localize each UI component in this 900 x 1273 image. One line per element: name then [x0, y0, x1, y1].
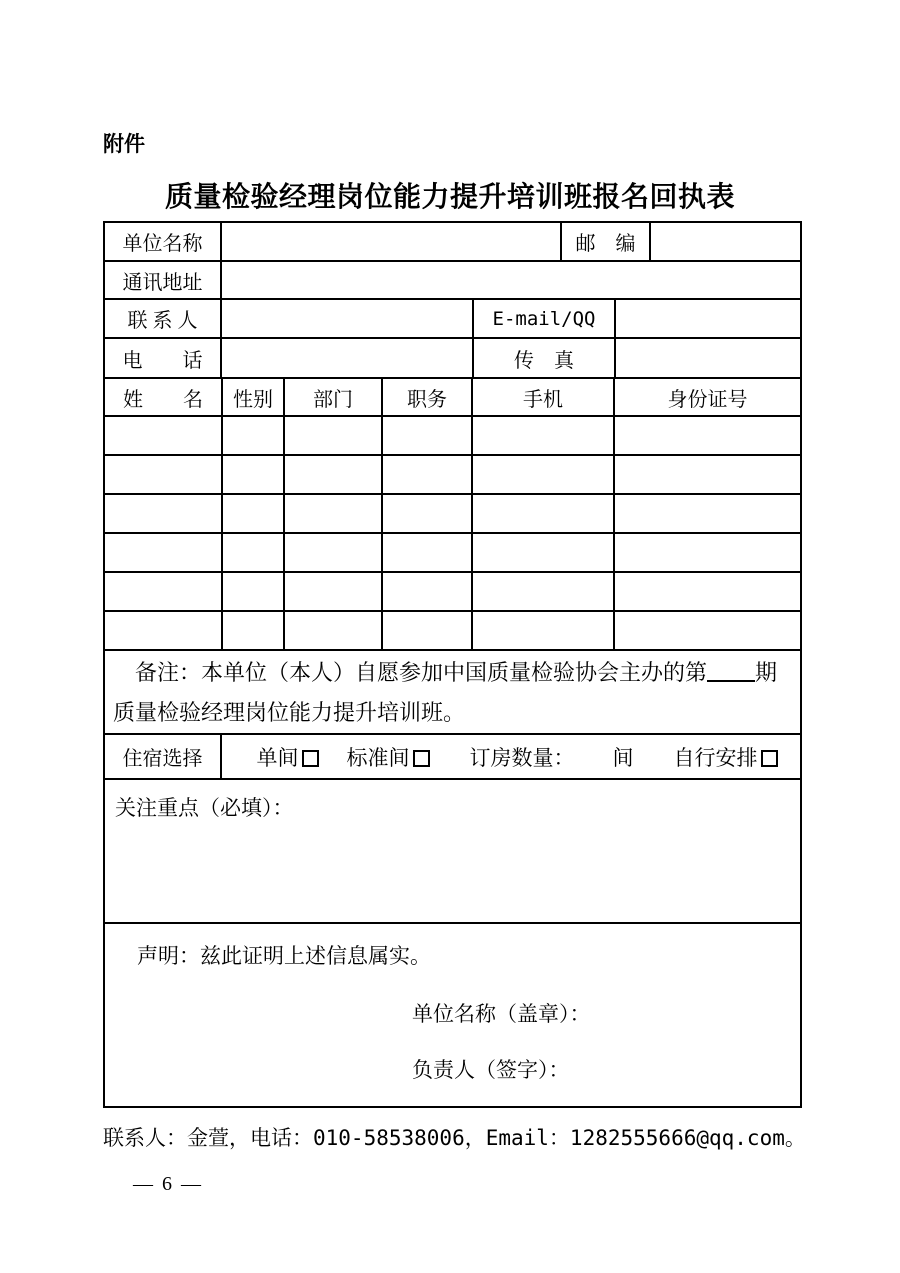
personnel-gender-cell[interactable] [221, 534, 283, 571]
self-arrange-label: 自行安排 [673, 745, 758, 770]
header-department: 部门 [283, 379, 381, 415]
personnel-mobile-cell[interactable] [471, 417, 613, 454]
phone-field[interactable] [220, 339, 472, 377]
contact-row [105, 298, 800, 337]
personnel-id-number-cell[interactable] [613, 495, 800, 532]
personnel-position-cell[interactable] [381, 495, 471, 532]
phone-row [105, 337, 800, 377]
session-number-blank[interactable] [707, 660, 755, 682]
remark-line1 [105, 653, 800, 693]
personnel-name-cell[interactable] [105, 456, 221, 493]
personnel-row [105, 610, 800, 649]
header-gender: 性别 [221, 379, 283, 415]
booking-qty-label: 订房数量： [469, 745, 575, 770]
personnel-department-cell[interactable] [283, 612, 381, 649]
header-id-number: 身份证号 [613, 379, 800, 415]
address-row [105, 260, 800, 298]
focus-field[interactable] [105, 780, 800, 922]
personnel-header-row [105, 377, 800, 415]
personnel-id-number-cell[interactable] [613, 612, 800, 649]
org-seal-label: 单位名称（盖章）： [412, 1002, 591, 1026]
single-room-checkbox[interactable] [302, 750, 319, 767]
remark-cell [105, 651, 800, 733]
personnel-mobile-cell[interactable] [471, 612, 613, 649]
unit-name-row [105, 223, 800, 260]
personnel-gender-cell[interactable] [221, 417, 283, 454]
remark-line2: 质量检验经理岗位能力提升培训班。 [113, 700, 466, 725]
personnel-position-cell[interactable] [381, 417, 471, 454]
email-qq-field[interactable] [614, 300, 800, 337]
registration-form-table [103, 221, 802, 1108]
personnel-id-number-cell[interactable] [613, 456, 800, 493]
personnel-rows-group [105, 415, 800, 649]
self-arrange-option [674, 742, 778, 772]
form-title: 质量检验经理岗位能力提升培训班报名回执表 [164, 181, 735, 212]
personnel-position-cell[interactable] [381, 612, 471, 649]
signer-label: 负责人（签字）： [412, 1058, 570, 1082]
phone-label: 电 话 [122, 349, 203, 372]
header-mobile: 手机 [471, 379, 613, 415]
personnel-department-cell[interactable] [283, 417, 381, 454]
personnel-name-cell[interactable] [105, 612, 221, 649]
personnel-mobile-cell[interactable] [471, 534, 613, 571]
personnel-name-cell[interactable] [105, 534, 221, 571]
self-arrange-checkbox[interactable] [761, 750, 778, 767]
personnel-row [105, 454, 800, 493]
postal-code-field[interactable] [649, 223, 800, 260]
personnel-name-cell[interactable] [105, 573, 221, 610]
fax-field[interactable] [614, 339, 800, 377]
header-name: 姓 名 [123, 388, 203, 411]
remark-text-suffix: 期 [755, 660, 778, 685]
declaration-row [105, 922, 800, 1106]
address-field[interactable] [220, 262, 800, 298]
postal-code-label: 邮 编 [560, 223, 649, 260]
fax-label: 传 真 [472, 339, 614, 377]
personnel-id-number-cell[interactable] [613, 417, 800, 454]
personnel-name-cell[interactable] [105, 495, 221, 532]
email-qq-label: E-mail/QQ [472, 300, 614, 337]
declaration-cell [105, 924, 800, 1106]
personnel-department-cell[interactable] [283, 534, 381, 571]
personnel-position-cell[interactable] [381, 573, 471, 610]
personnel-mobile-cell[interactable] [471, 456, 613, 493]
declaration-statement: 声明：兹此证明上述信息属实。 [137, 944, 431, 968]
personnel-name-cell[interactable] [105, 417, 221, 454]
focus-label: 关注重点（必填）： [115, 796, 294, 820]
unit-name-label: 单位名称 [122, 233, 203, 255]
standard-room-label: 标准间 [346, 745, 410, 770]
personnel-gender-cell[interactable] [221, 456, 283, 493]
personnel-mobile-cell[interactable] [471, 573, 613, 610]
contact-label: 联 系 人 [127, 310, 198, 332]
contact-footer: 联系人：金萱，电话：010-58538006，Email：1282555666@qq.com。 [103, 1126, 806, 1150]
remark-text-prefix: 备注：本单位（本人）自愿参加中国质量检验协会主办的第 [135, 660, 708, 685]
standard-room-checkbox[interactable] [413, 750, 430, 767]
accommodation-row [105, 733, 800, 778]
qty-unit-label: 间 [612, 745, 634, 770]
personnel-department-cell[interactable] [283, 573, 381, 610]
personnel-row [105, 571, 800, 610]
personnel-row [105, 493, 800, 532]
personnel-id-number-cell[interactable] [613, 573, 800, 610]
header-position: 职务 [381, 379, 471, 415]
accommodation-options [220, 735, 800, 778]
personnel-department-cell[interactable] [283, 456, 381, 493]
unit-name-field[interactable] [220, 223, 560, 260]
single-room-label: 单间 [256, 745, 299, 770]
single-room-option [257, 742, 319, 772]
focus-row [105, 778, 800, 922]
page-number: — 6 — [133, 1173, 203, 1195]
accommodation-label: 住宿选择 [122, 748, 203, 770]
address-label: 通讯地址 [122, 271, 203, 294]
standard-room-option [347, 742, 430, 772]
personnel-row [105, 532, 800, 571]
personnel-position-cell[interactable] [381, 456, 471, 493]
personnel-gender-cell[interactable] [221, 573, 283, 610]
personnel-gender-cell[interactable] [221, 495, 283, 532]
personnel-id-number-cell[interactable] [613, 534, 800, 571]
contact-field[interactable] [220, 300, 472, 337]
personnel-position-cell[interactable] [381, 534, 471, 571]
personnel-mobile-cell[interactable] [471, 495, 613, 532]
personnel-department-cell[interactable] [283, 495, 381, 532]
personnel-gender-cell[interactable] [221, 612, 283, 649]
attachment-label: 附件 [103, 133, 145, 156]
personnel-row [105, 415, 800, 454]
remark-row [105, 649, 800, 733]
